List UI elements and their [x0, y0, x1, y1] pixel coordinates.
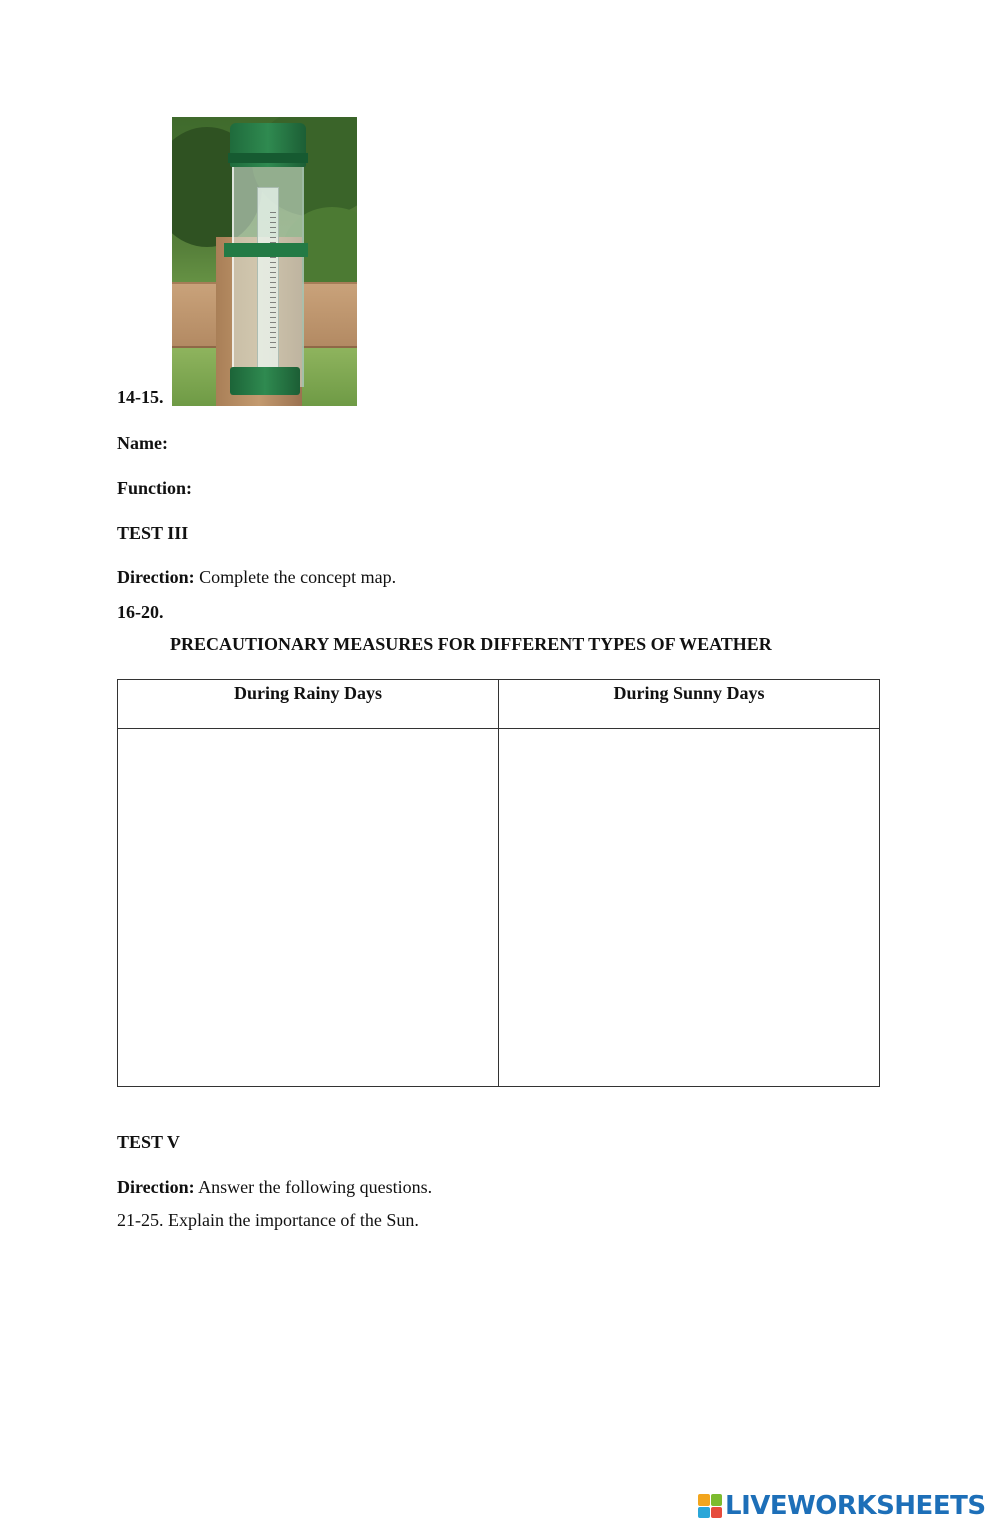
- precautions-table: [117, 679, 880, 1087]
- rain-gauge-photo: [172, 117, 357, 406]
- logo-text: LIVEWORKSHEETS: [725, 1491, 986, 1521]
- test-3-title: TEST III: [117, 523, 189, 543]
- name-label: Name:: [117, 433, 168, 453]
- sunny-answer-cell[interactable]: [499, 729, 880, 1087]
- direction-label: Direction:: [117, 567, 195, 587]
- column-header-sunny: During Sunny Days: [499, 680, 880, 729]
- test-3-direction: [117, 567, 396, 588]
- test-5-direction: [117, 1177, 432, 1198]
- logo-mark-icon: [698, 1494, 722, 1518]
- direction-text: Complete the concept map.: [194, 567, 397, 587]
- liveworksheets-logo: [698, 1489, 986, 1523]
- table-title: PRECAUTIONARY MEASURES FOR DIFFERENT TYPES OF WEATHER: [170, 634, 772, 654]
- question-21-25: 21-25. Explain the importance of the Sun.: [117, 1210, 419, 1230]
- test-5-title: TEST V: [117, 1132, 180, 1152]
- item-number-14-15: 14-15.: [117, 387, 164, 407]
- column-header-rainy: During Rainy Days: [118, 680, 499, 729]
- rainy-answer-cell[interactable]: [118, 729, 499, 1087]
- direction-label: Direction:: [117, 1177, 195, 1197]
- direction-text: Answer the following questions.: [194, 1177, 433, 1197]
- function-label: Function:: [117, 478, 193, 498]
- item-number-16-20: 16-20.: [117, 602, 164, 622]
